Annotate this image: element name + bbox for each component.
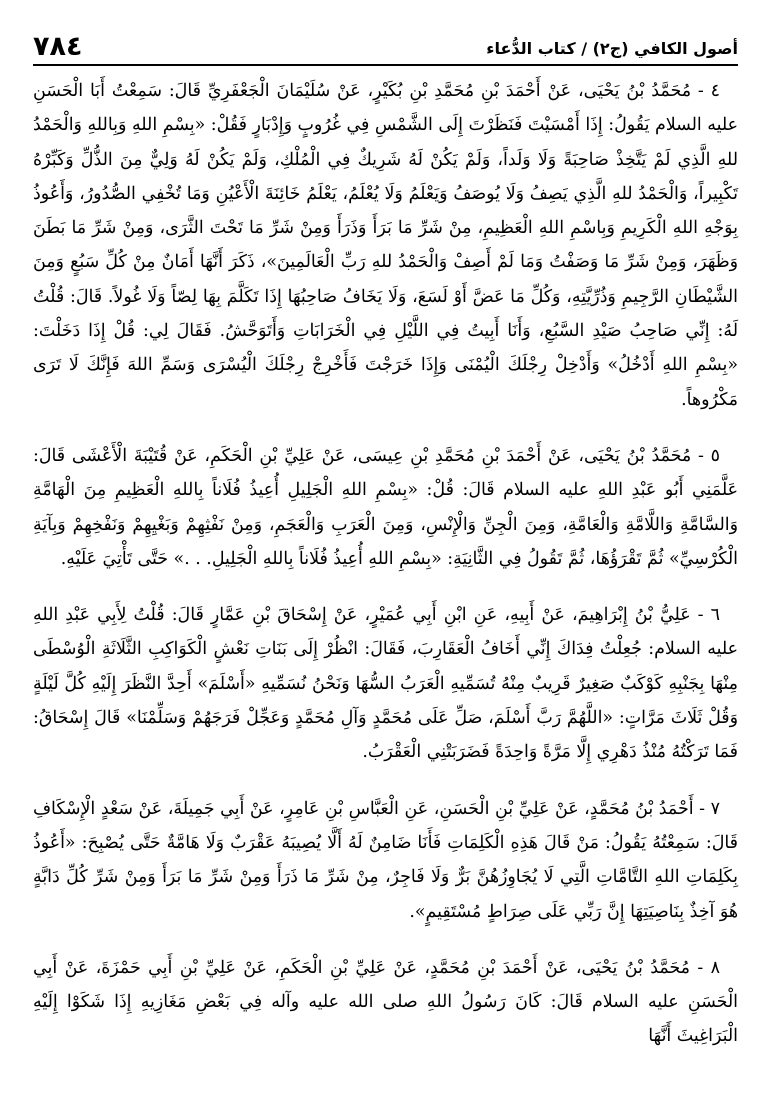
hadith-paragraph-7: ٧ - أَحْمَدُ بْنُ مُحَمَّدٍ، عَنْ عَلِيِّ بْنِ الْحَسَنِ، عَنِ الْعَبَّاسِ بْنِ عَامِرٍ، عَنْ أَبِي جَمِيلَةَ، عَنْ سَعْدٍ الْإِسْكَافِ قَالَ: سَمِعْتُهُ يَقُولُ: مَنْ قَالَ هَذِهِ الْكَلِمَاتِ فَأَنَا ضَامِنٌ لَهُ أَلَّا يُصِيبَهُ عَقْرَبٌ وَلَا هَامَّةٌ حَتَّى يُصْبِحَ: «أَعُوذُ بِكَلِمَاتِ اللهِ التَّامَّاتِ الَّتِي لَا يُجَاوِزُهُنَّ بَرٌّ وَلَا فَاجِرٌ، مِنْ شَرِّ مَا ذَرَأَ وَمِنْ شَرِّ مَا بَرَأَ وَمِنْ شَرِّ كُلِّ دَابَّةٍ هُوَ آخِذٌ بِنَاصِيَتِهَا إِنَّ رَبِّي عَلَى صِرَاطٍ مُسْتَقِيمٍ». [33,798,738,922]
running-title: أصول الكافي (ج٢) / كتاب الدُّعاء [486,39,738,58]
page-number: ٧٨٤ [33,31,83,62]
page-header [33,22,738,62]
page-body [33,74,738,1108]
header-rule [33,64,738,66]
hadith-paragraph-5: ٥ - مُحَمَّدُ بْنُ يَحْيَى، عَنْ أَحْمَدَ بْنِ مُحَمَّدِ بْنِ عِيسَى، عَنْ عَلِيِّ بْنِ الْحَكَمِ، عَنْ قُتَيْبَةَ الْأَعْشَى قَالَ: عَلَّمَنِي أَبُو عَبْدِ اللهِ عليه السلام قَالَ: قُلْ: «بِسْمِ اللهِ الْجَلِيلِ أُعِيذُ فُلَاناً بِاللهِ الْعَظِيمِ مِنَ الْهَامَّةِ وَالسَّامَّةِ وَاللَّامَّةِ وَالْعَامَّةِ، وَمِنَ الْجِنِّ وَالْإِنْسِ، وَمِنَ الْعَرَبِ وَالْعَجَمِ، وَمِنْ نَفْثِهِمْ وَبَغْيِهِمْ وَنَفْخِهِمْ وَبِآيَةِ الْكُرْسِيِّ» ثُمَّ تَقْرَؤُهَا، ثُمَّ تَقُولُ فِي الثَّانِيَةِ: «بِسْمِ اللهِ أُعِيذُ فُلَاناً بِاللهِ الْجَلِيلِ. . .» حَتَّى تَأْتِيَ عَلَيْهِ. [33,445,738,569]
hadith-paragraph-6: ٦ - عَلِيُّ بْنُ إِبْرَاهِيمَ، عَنْ أَبِيهِ، عَنِ ابْنِ أَبِي عُمَيْرٍ، عَنْ إِسْحَاقَ بْنِ عَمَّارٍ قَالَ: قُلْتُ لِأَبِي عَبْدِ اللهِ عليه السلام: جُعِلْتُ فِدَاكَ إِنِّي أَخَافُ الْعَقَارِبَ، فَقَالَ: انْظُرْ إِلَى بَنَاتِ نَعْشٍ الْكَوَاكِبِ الثَّلَاثَةِ الْوُسْطَى مِنْهَا بِجَنْبِهِ كَوْكَبٌ صَغِيرٌ قَرِيبٌ مِنْهُ تُسَمِّيهِ الْعَرَبُ السُّهَا وَنَحْنُ نُسَمِّيهِ «أَسْلَمَ» أَحِدَّ النَّظَرَ إِلَيْهِ كُلَّ لَيْلَةٍ وَقُلْ ثَلَاثَ مَرَّاتٍ: «اللَّهُمَّ رَبَّ أَسْلَمَ، صَلِّ عَلَى مُحَمَّدٍ وَآلِ مُحَمَّدٍ وَعَجِّلْ فَرَجَهُمْ وَسَلِّمْنَا» قَالَ إِسْحَاقُ: فَمَا تَرَكْتُهُ مُنْذُ دَهْرِي إِلَّا مَرَّةً وَاحِدَةً فَضَرَبَتْنِي الْعَقْرَبُ. [33,605,738,763]
hadith-paragraph-4: ٤ - مُحَمَّدُ بْنُ يَحْيَى، عَنْ أَحْمَدَ بْنِ مُحَمَّدِ بْنِ بُكَيْرٍ، عَنْ سُلَيْمَانَ الْجَعْفَرِيِّ قَالَ: سَمِعْتُ أَبَا الْحَسَنِ عليه السلام يَقُولُ: إِذَا أَمْسَيْتَ فَنَظَرْتَ إِلَى الشَّمْسِ فِي غُرُوبٍ وَإِدْبَارٍ فَقُلْ: «بِسْمِ اللهِ وَبِاللهِ وَالْحَمْدُ للهِ الَّذِي لَمْ يَتَّخِذْ صَاحِبَةً وَلَا وَلَداً، وَلَمْ يَكُنْ لَهُ شَرِيكٌ فِي الْمُلْكِ، وَلَمْ يَكُنْ لَهُ وَلِيٌّ مِنَ الذُّلِّ وَكَبِّرْهُ تَكْبِيراً، وَالْحَمْدُ للهِ الَّذِي يَصِفُ وَلَا يُوصَفُ وَيَعْلَمُ وَلَا يُعْلَمُ، يَعْلَمُ خَائِنَةَ الْأَعْيُنِ وَمَا تُخْفِي الصُّدُورُ، وَأَعُوذُ بِوَجْهِ اللهِ الْكَرِيمِ وَبِاسْمِ اللهِ الْعَظِيمِ، مِنْ شَرِّ مَا بَرَأَ وَذَرَأَ وَمِنْ شَرِّ مَا تَحْتَ الثَّرَى، وَمِنْ شَرِّ مَا بَطَنَ وَظَهَرَ، وَمِنْ شَرِّ مَا وَصَفْتُ وَمَا لَمْ أَصِفْ وَالْحَمْدُ للهِ رَبِّ الْعَالَمِينَ»، ذَكَرَ أَنَّهَا أَمَانٌ مِنْ كُلِّ سَبُعٍ وَمِنَ الشَّيْطَانِ الرَّجِيمِ وَذُرِّيَّتِهِ، وَكُلِّ مَا عَضَّ أَوْ لَسَعَ، وَلَا يَخَافُ صَاحِبُهَا إِذَا تَكَلَّمَ بِهَا لِصّاً وَلَا غُولاً. قَالَ: قُلْتُ لَهُ: إِنِّي صَاحِبُ صَيْدِ السَّبُعِ، وَأَنَا أَبِيتُ فِي اللَّيْلِ فِي الْخَرَابَاتِ وَأَتَوَحَّشُ. فَقَالَ لِي: قُلْ إِذَا دَخَلْتَ: «بِسْمِ اللهِ أَدْخُلُ» وَأَدْخِلْ رِجْلَكَ الْيُمْنَى وَإِذَا خَرَجْتَ فَأَخْرِجْ رِجْلَكَ الْيُسْرَى وَسَمِّ اللهَ فَإِنَّكَ لَا تَرَى مَكْرُوهاً. [33,81,738,410]
hadith-paragraph-8: ٨ - مُحَمَّدُ بْنُ يَحْيَى، عَنْ أَحْمَدَ بْنِ مُحَمَّدٍ، عَنْ عَلِيِّ بْنِ الْحَكَمِ، عَنْ عَلِيِّ بْنِ أَبِي حَمْزَةَ، عَنْ أَبِي الْحَسَنِ عليه السلام قَالَ: كَانَ رَسُولُ اللهِ صلى الله عليه وآله فِي بَعْضِ مَغَازِيهِ إِذَا شَكَوْا إِلَيْهِ الْبَرَاغِيثَ أَنَّهَا [33,957,738,1047]
